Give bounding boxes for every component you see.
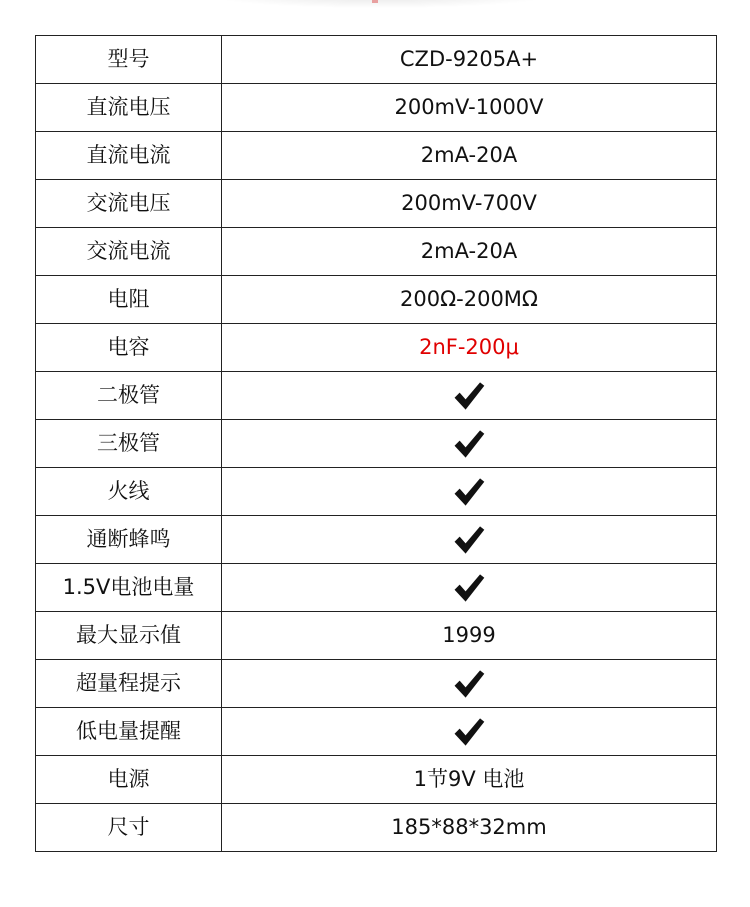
table-row <box>36 372 717 420</box>
table-row <box>36 564 717 612</box>
spec-value <box>222 564 717 612</box>
spec-label: 超量程提示 <box>36 660 222 708</box>
table-row <box>36 612 717 660</box>
spec-label: 三极管 <box>36 420 222 468</box>
table-row <box>36 804 717 852</box>
spec-value <box>222 420 717 468</box>
spec-label: 电阻 <box>36 276 222 324</box>
spec-value: 200mV-700V <box>222 180 717 228</box>
spec-label: 尺寸 <box>36 804 222 852</box>
spec-value <box>222 660 717 708</box>
table-row <box>36 756 717 804</box>
spec-value <box>222 516 717 564</box>
spec-label: 交流电压 <box>36 180 222 228</box>
table-row <box>36 132 717 180</box>
checkmark-icon <box>452 571 486 605</box>
spec-label: 1.5V电池电量 <box>36 564 222 612</box>
table-row <box>36 516 717 564</box>
spec-label: 低电量提醒 <box>36 708 222 756</box>
checkmark-icon <box>452 427 486 461</box>
spec-value: CZD-9205A+ <box>222 36 717 84</box>
spec-label: 通断蜂鸣 <box>36 516 222 564</box>
spec-label: 直流电压 <box>36 84 222 132</box>
spec-label: 直流电流 <box>36 132 222 180</box>
spec-value: 185*88*32mm <box>222 804 717 852</box>
table-row <box>36 420 717 468</box>
spec-value: 2mA-20A <box>222 228 717 276</box>
spec-value: 1999 <box>222 612 717 660</box>
table-row <box>36 228 717 276</box>
table-row <box>36 180 717 228</box>
spec-value <box>222 372 717 420</box>
table-row <box>36 708 717 756</box>
checkmark-icon <box>452 475 486 509</box>
spec-label: 型号 <box>36 36 222 84</box>
spec-label: 最大显示值 <box>36 612 222 660</box>
top-accent-mark <box>372 0 378 3</box>
spec-value: 2mA-20A <box>222 132 717 180</box>
table-row <box>36 84 717 132</box>
table-row <box>36 468 717 516</box>
spec-value <box>222 468 717 516</box>
checkmark-icon <box>452 379 486 413</box>
table-row <box>36 276 717 324</box>
table-row <box>36 660 717 708</box>
checkmark-icon <box>452 715 486 749</box>
spec-label: 电源 <box>36 756 222 804</box>
spec-table <box>35 35 717 852</box>
spec-value: 200Ω-200MΩ <box>222 276 717 324</box>
spec-value: 200mV-1000V <box>222 84 717 132</box>
checkmark-icon <box>452 523 486 557</box>
spec-value: 1节9V 电池 <box>222 756 717 804</box>
spec-label: 交流电流 <box>36 228 222 276</box>
spec-label: 火线 <box>36 468 222 516</box>
spec-value <box>222 708 717 756</box>
top-shadow-decoration <box>210 0 550 8</box>
table-row <box>36 36 717 84</box>
spec-value-highlight: 2nF-200μ <box>222 324 717 372</box>
spec-label: 电容 <box>36 324 222 372</box>
spec-label: 二极管 <box>36 372 222 420</box>
checkmark-icon <box>452 667 486 701</box>
table-row <box>36 324 717 372</box>
